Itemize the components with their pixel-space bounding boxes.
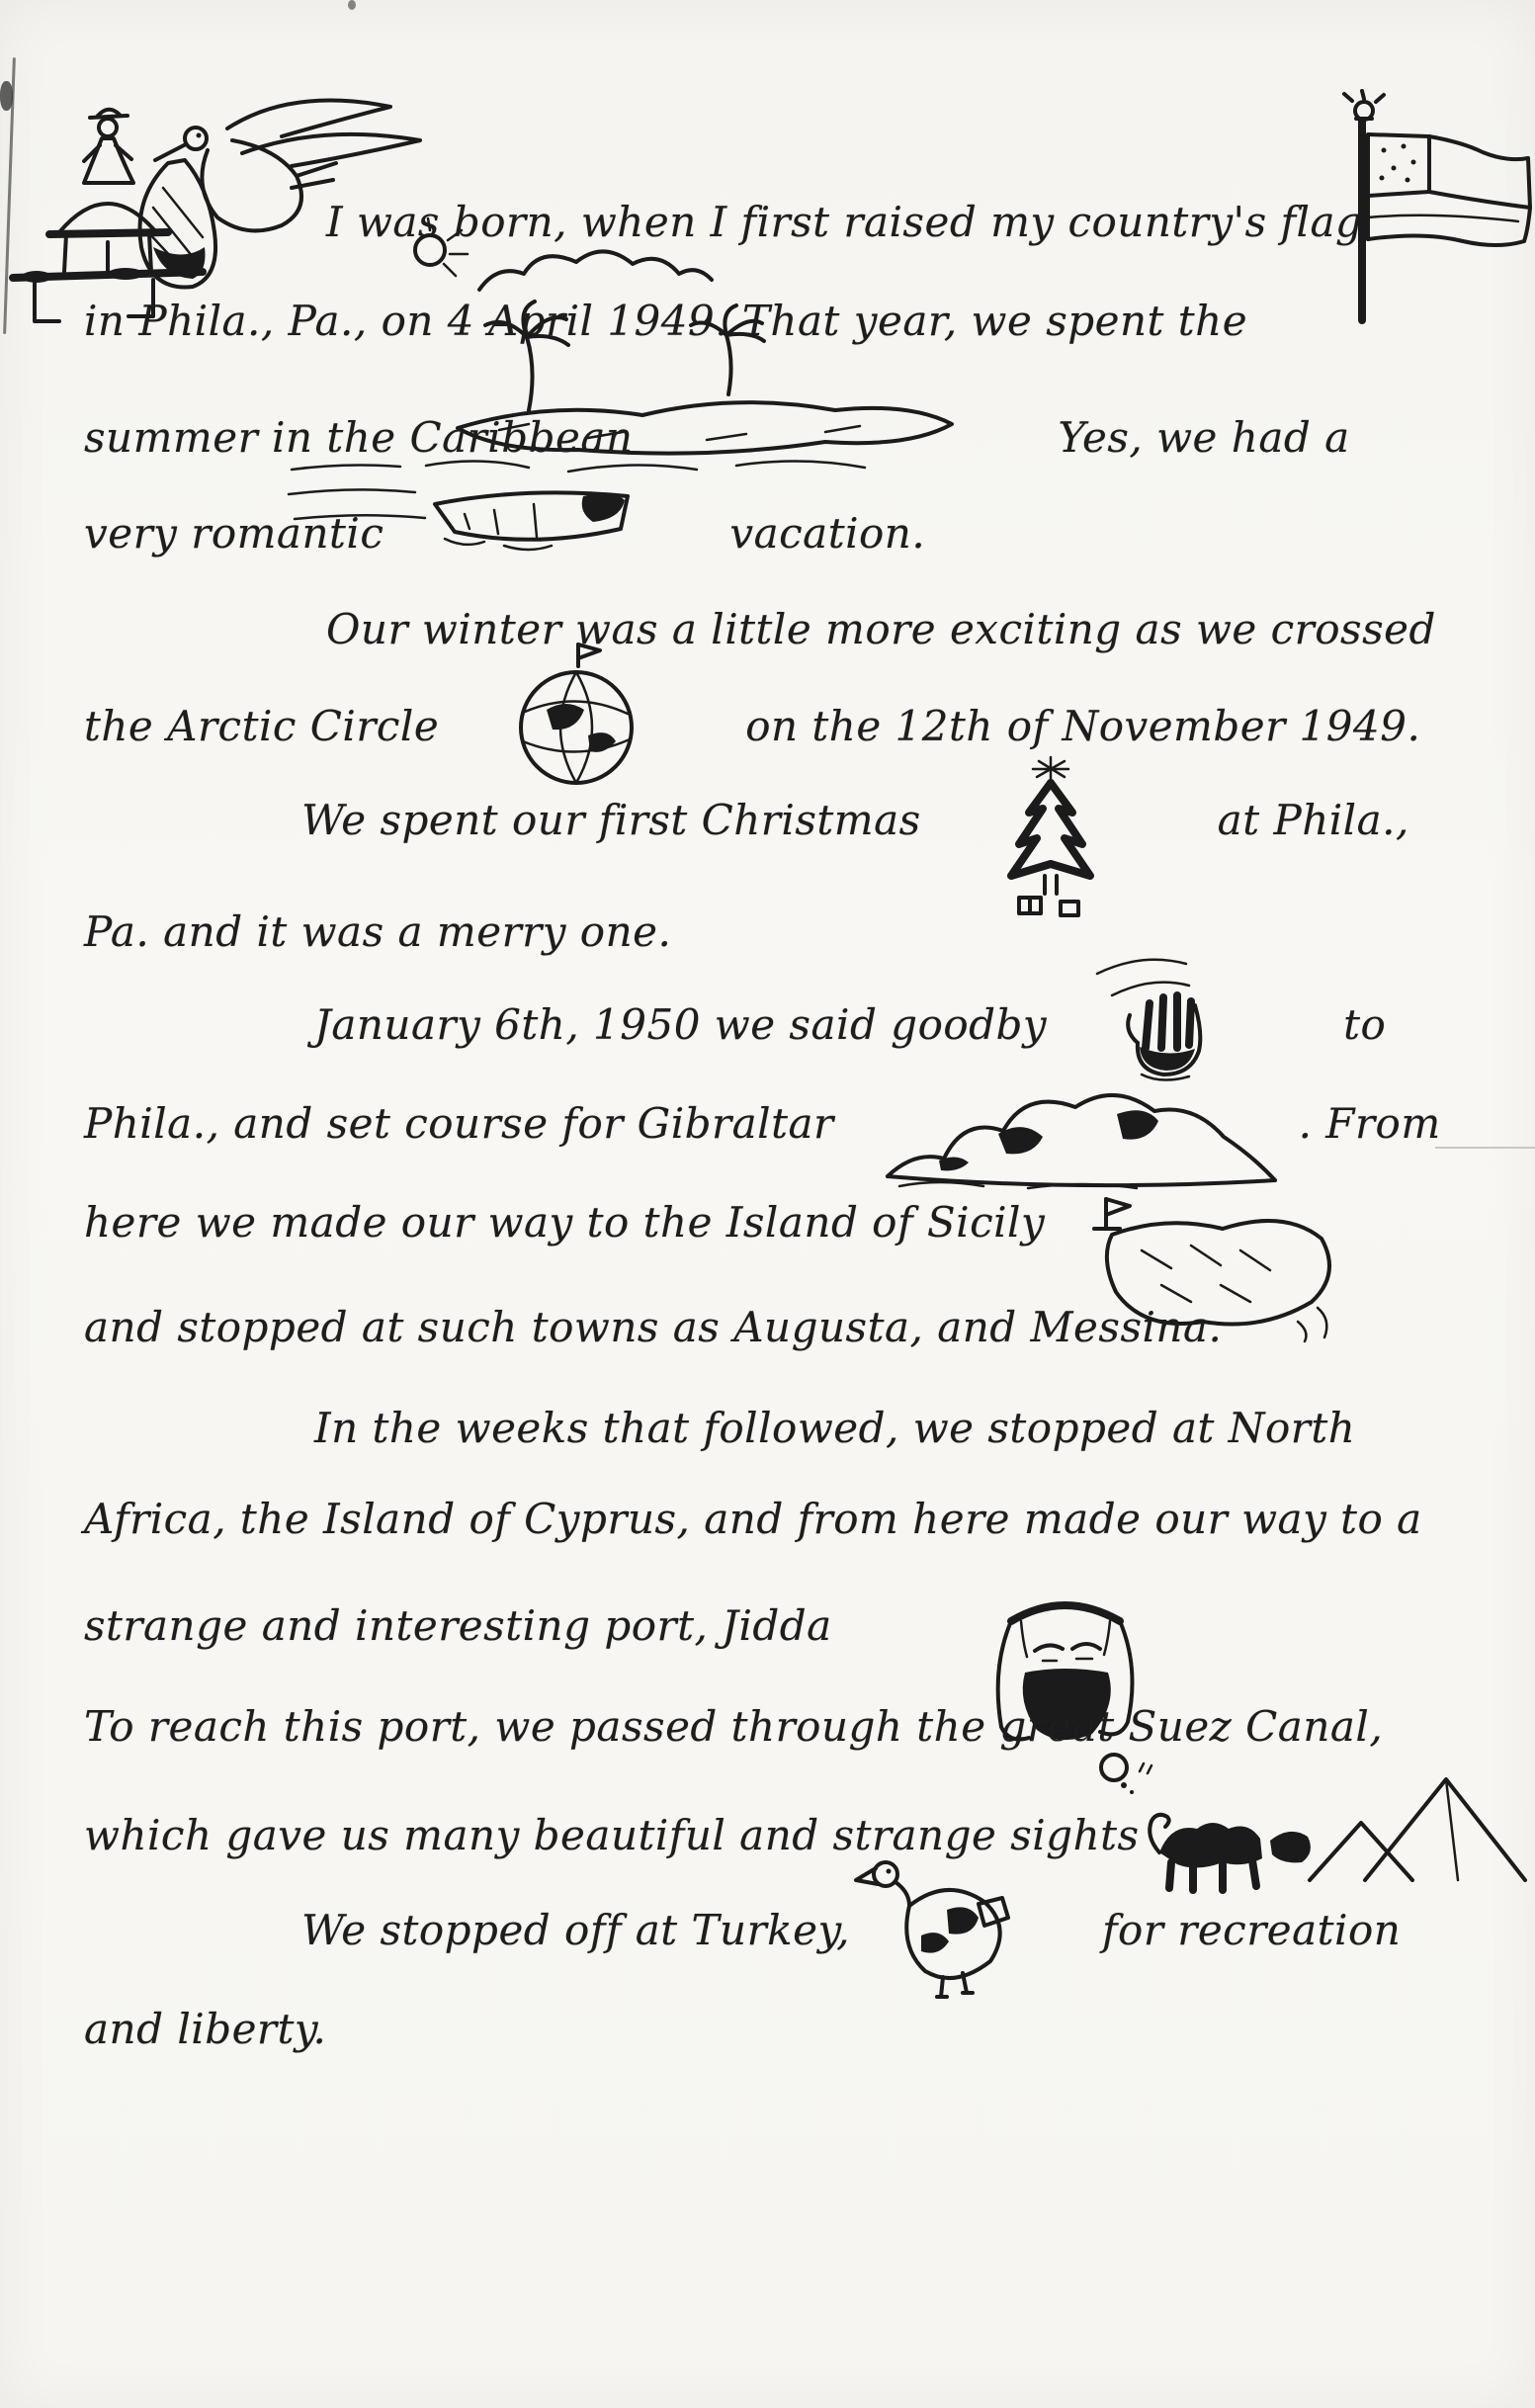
handwritten-text: Africa, the Island of Cyprus, and from here made our way to a — [84, 1495, 1422, 1543]
handwritten-text: We stopped off at Turkey, — [301, 1906, 850, 1954]
inline-gap — [384, 546, 729, 548]
handwritten-text: at Phila., — [1217, 796, 1409, 844]
faint-scan-line — [1435, 1147, 1535, 1149]
handwritten-text: Pa. and it was a merry one. — [84, 907, 672, 956]
inline-gap — [921, 832, 1218, 834]
handwritten-line-17 — [84, 1811, 1140, 1859]
handwritten-text: in Phila., Pa., on 4 April 1949. That year, we spent the — [84, 297, 1248, 345]
handwritten-text: for recreation — [1101, 1906, 1402, 1954]
handwritten-line-3 — [84, 413, 1350, 462]
handwritten-text: I was born, when I first raised my country's flag — [326, 198, 1363, 246]
veiled-woman-icon — [974, 1574, 1151, 1796]
handwritten-line-11 — [84, 1198, 1045, 1247]
handwritten-line-19 — [84, 2005, 326, 2053]
inline-gap — [633, 450, 1058, 452]
inline-gap — [850, 1942, 1102, 1944]
handwritten-text: Yes, we had a — [1058, 413, 1350, 462]
handwritten-text: We spent our first Christmas — [301, 796, 921, 844]
handwritten-text: summer in the Caribbean — [84, 413, 634, 462]
handwritten-line-9 — [314, 1000, 1386, 1049]
handwritten-text: In the weeks that followed, we stopped at North — [314, 1404, 1356, 1452]
handwritten-text: vacation. — [729, 509, 926, 558]
handwritten-line-5 — [326, 605, 1436, 653]
handwritten-text: which gave us many beautiful and strange sights — [84, 1811, 1140, 1859]
handwritten-line-13 — [314, 1404, 1355, 1452]
inline-gap — [439, 738, 745, 740]
inline-gap — [834, 1136, 1299, 1138]
handwritten-line-16 — [84, 1702, 1383, 1751]
handwritten-line-8 — [84, 907, 671, 956]
handwritten-text: the Arctic Circle — [84, 702, 440, 750]
camel-pyramids-icon — [1132, 1762, 1535, 1900]
handwritten-text: strange and interesting port, Jidda — [84, 1601, 832, 1650]
handwritten-text: and stopped at such towns as Augusta, and Messina. — [84, 1303, 1223, 1351]
handwritten-text: Our winter was a little more exciting as we crossed — [326, 605, 1436, 653]
handwritten-line-10 — [84, 1099, 1441, 1148]
handwritten-line-4 — [84, 509, 925, 558]
handwritten-text: Phila., and set course for Gibraltar — [84, 1099, 834, 1148]
top-edge-speck — [348, 0, 356, 10]
handwritten-text: very romantic — [84, 509, 384, 558]
handwritten-line-12 — [84, 1303, 1222, 1351]
inline-gap — [1047, 1037, 1343, 1039]
handwritten-line-1 — [326, 198, 1362, 246]
handwritten-line-6 — [84, 702, 1420, 750]
handwritten-line-14 — [84, 1495, 1422, 1543]
handwritten-text: . From — [1298, 1099, 1441, 1148]
handwritten-text: To reach this port, we passed through the great Suez Canal, — [84, 1702, 1384, 1751]
handwritten-text: here we made our way to the Island of Sicily — [84, 1198, 1046, 1247]
handwritten-text: January 6th, 1950 we said goodby — [314, 1000, 1048, 1049]
handwritten-text: to — [1343, 1000, 1387, 1049]
american-flag-icon — [1334, 91, 1532, 328]
handwritten-line-2 — [84, 297, 1247, 345]
handwritten-text: and liberty. — [84, 2005, 327, 2053]
handwritten-line-7 — [301, 796, 1409, 844]
handwritten-text: on the 12th of November 1949. — [745, 702, 1421, 750]
handwritten-line-18 — [301, 1906, 1401, 1954]
handwritten-line-15 — [84, 1601, 832, 1650]
